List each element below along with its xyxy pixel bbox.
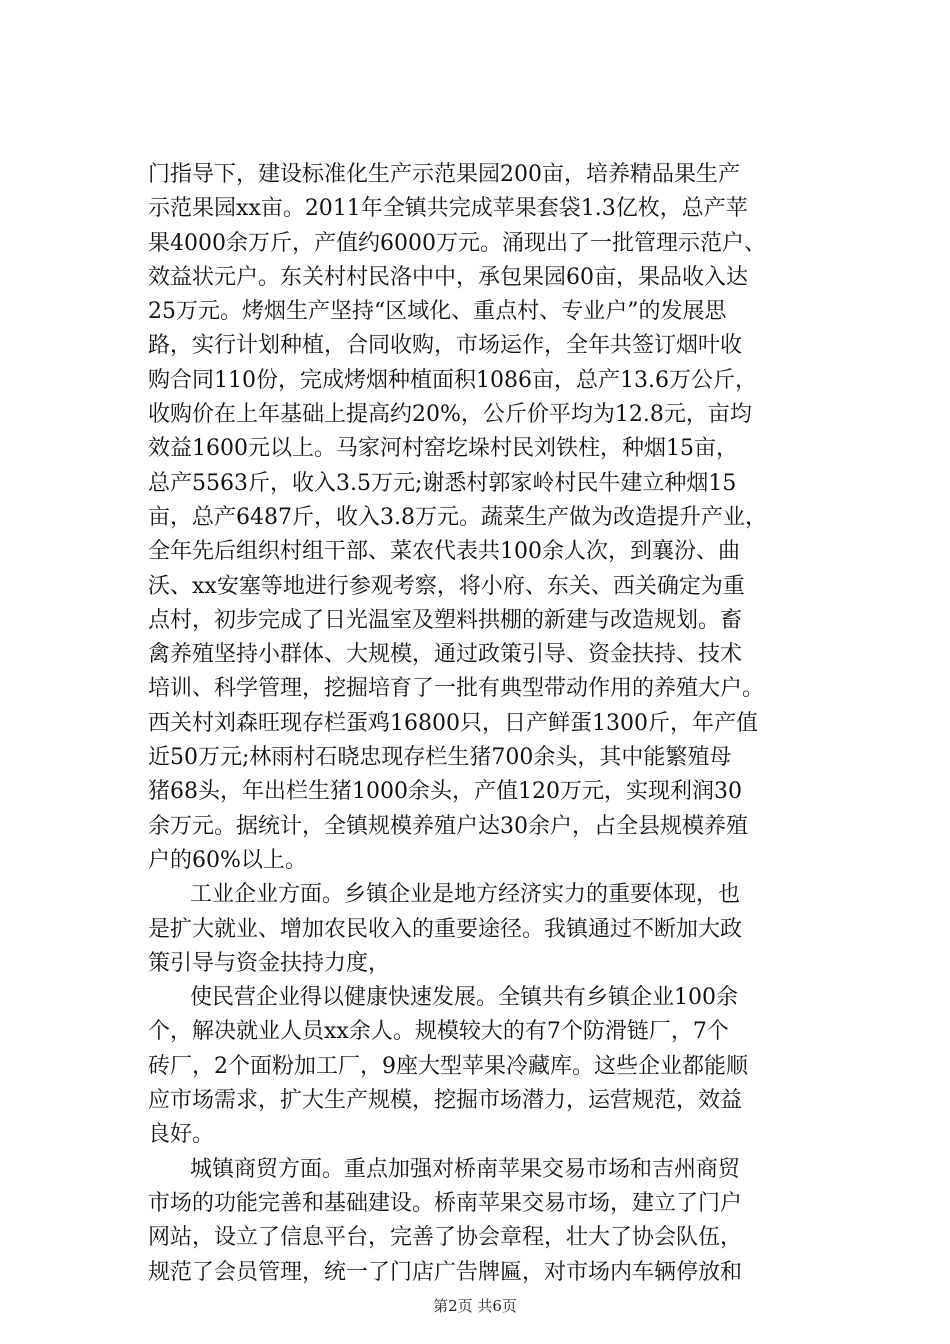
text-line: 培训、科学管理，挖掘培育了一批有典型带动作用的养殖大户。 [148, 676, 765, 702]
text-line: 示范果园xx亩。2011年全镇共完成苹果套袋1.3亿枚，总产苹 [148, 196, 748, 222]
text-line: 亩，总产6487斤，收入3.8万元。蔬菜生产做为改造提升产业， [148, 504, 767, 530]
body-text [148, 158, 828, 1290]
text-line: 沃、xx安塞等地进行参观考察，将小府、东关、西关确定为重 [148, 573, 745, 599]
text-line: 西关村刘森旺现存栏蛋鸡16800只，日产鲜蛋1300斤，年产值 [148, 710, 758, 736]
text-line: 户的60%以上。 [148, 847, 307, 873]
text-line: 个，解决就业人员xx余人。规模较大的有7个防滑链厂，7个 [148, 1019, 729, 1045]
text-line: 点村，初步完成了日光温室及塑料拱棚的新建与改造规划。畜 [148, 607, 743, 633]
text-line: 良好。 [148, 1122, 215, 1148]
text-line: 25万元。烤烟生产坚持“区域化、重点村、专业户”的发展思 [148, 299, 727, 325]
text-line: 砖厂，2个面粉加工厂，9座大型苹果冷藏库。这些企业都能顺 [148, 1053, 748, 1079]
text-line: 策引导与资金扶持力度， [148, 950, 391, 976]
text-line: 余万元。据统计，全镇规模养殖户达30余户，占全县规模养殖 [148, 813, 748, 839]
text-line: 路，实行计划种植，合同收购，市场运作，全年共签订烟叶收 [148, 333, 743, 359]
text-line: 购合同110份，完成烤烟种植面积1086亩，总产13.6万公斤， [148, 367, 757, 393]
text-line: 应市场需求，扩大生产规模，挖掘市场潜力，运营规范，效益 [148, 1088, 743, 1114]
text-line: 城镇商贸方面。重点加强对桥南苹果交易市场和吉州商贸 [190, 1156, 741, 1182]
text-line: 是扩大就业、增加农民收入的重要途径。我镇通过不断加大政 [148, 916, 743, 942]
page-footer: 第2页 共6页 [433, 1297, 517, 1315]
text-line: 使民营企业得以健康快速发展。全镇共有乡镇企业100余 [190, 985, 738, 1011]
text-line: 网站，设立了信息平台，完善了协会章程，壮大了协会队伍， [148, 1225, 743, 1251]
text-line: 近50万元;林雨村石晓忠现存栏生猪700余头，其中能繁殖母 [148, 745, 732, 771]
text-line: 门指导下，建设标准化生产示范果园200亩，培养精品果生产 [148, 162, 740, 187]
text-line: 全年先后组织村组干部、菜农代表共100余人次，到襄汾、曲 [148, 539, 740, 565]
text-line: 收购价在上年基础上提高约20%，公斤价平均为12.8元，亩均 [148, 402, 752, 428]
text-line: 果4000余万斤，产值约6000万元。涌现出了一批管理示范户、 [148, 230, 766, 256]
text-line: 效益状元户。东关村村民洛中中，承包果园60亩，果品收入达 [148, 264, 748, 290]
text-line: 市场的功能完善和基础建设。桥南苹果交易市场，建立了门户 [148, 1190, 743, 1216]
text-line: 禽养殖坚持小群体、大规模，通过政策引导、资金扶持、技术 [148, 642, 743, 668]
text-line: 猪68头，年出栏生猪1000余头，产值120万元，实现利润30 [148, 779, 742, 805]
text-line: 效益1600元以上。马家河村窑圪垛村民刘铁柱，种烟15亩， [148, 436, 738, 462]
text-line: 工业企业方面。乡镇企业是地方经济实力的重要体现，也 [190, 882, 741, 908]
text-line: 总产5563斤，收入3.5万元;谢悉村郭家岭村民牛建立种烟15 [148, 470, 737, 496]
text-line: 规范了会员管理，统一了门店广告牌匾，对市场内车辆停放和 [148, 1259, 743, 1285]
